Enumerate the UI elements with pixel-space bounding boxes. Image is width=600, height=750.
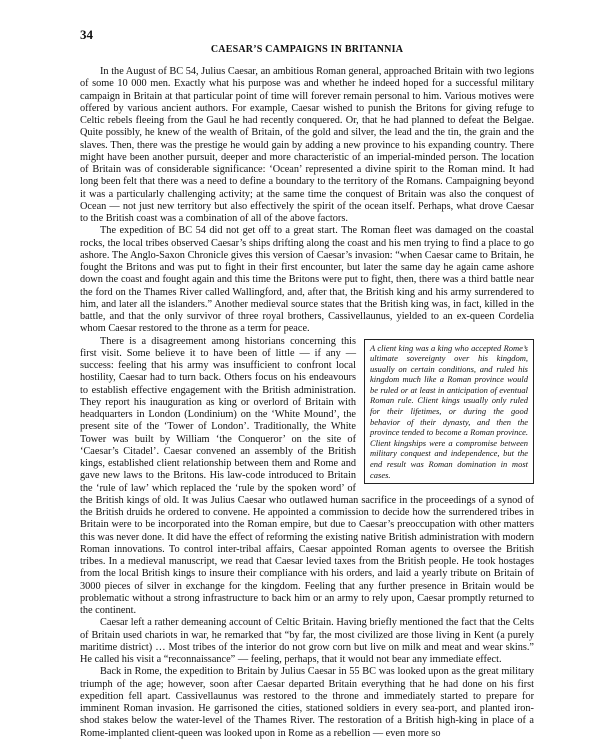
body-text [80, 66, 534, 740]
sidebar-note-box: A client king was a king who accepted Rome’s ultimate sovereignty over his kingdom, usually on certain conditions, and ruled his kingdom much like a Roman province would be ruled or at least in anticipation of eventual Roman rule. Client kings usually only ruled for their lifetimes, or during the good behavior of their dynasty, and then the province tended to become a Roman province. Client kingships were a compromise between military conquest and independence, but the end result was Roman domination in most cases. [364, 339, 534, 485]
page-number: 34 [80, 27, 93, 42]
paragraph: There is a disagreement among historians concerning this first visit. Some believe it to have been of little — if any — success: feeling that his army was insufficient to confront local hostility, Caesar had to turn back. Others focus on his endeavours to establish effective engagement with the British administration. They report his inauguration as king or overlord of Britain with headquarters in London (Londinium) on the ‘White Mound’, the present site of the ‘Tower of London’. Traditionally, the White Tower was built by William ‘the Conqueror’ on the site of ‘Caesar’s Citadel’. Caesar convened an assembly of the British kings, established client relationship between them and Rome and gave new laws to the Britons. His law-code introduced to Britain the ‘rule of law’ which replaced the ‘rule by the spoken word’ of the British kings of old. It was Julius Caesar who outlawed human sacrifice in the proceedings of a synod of the British druids he ordered to convene. He appointed a commission to decide how the surrendered tribes in Britain were to be incorporated into the Roman empire, but due to Caesar’s preoccupation with other matters this was never done. It did have the effect of reforming the existing native British administration with modern Roman innovations. To control inter-tribal affairs, Caesar appointed Roman agents to oversee the British tribes. In a medieval manuscript, we read that Caesar levied taxes from the British people. He took hostages from the local British kings to insure their compliance with his orders, and laid a yearly tribute on Britain of 3000 pieces of silver in exchange for the kingdom. Feeling that any further presence in Britain would be problematic without a strong infrastructure to back him or an army to rely upon, Caesar promptly returned to the continent. [80, 335, 534, 616]
paragraph: Caesar left a rather demeaning account of Celtic Britain. Having briefly mentioned the fact that the Celts of Britain used chariots in war, he remarked that “by far, the most civilized are those living in Kent (a purely maritime district) … Most tribes of the interior do not grow corn but live on milk and meat and wear skins.” He called his visit a “reconnaissance” — feeling, perhaps, that it would not bear any immediate effect. [80, 617, 534, 665]
paragraph: The expedition of BC 54 did not get off to a great start. The Roman fleet was damaged on the coastal rocks, the local tribes observed Caesar’s ships drifting along the coast and his men trying to find a place to go ashore. The Anglo-Saxon Chronicle gives this version of Caesar’s invasion: “when Caesar came to Britain, he fought the Britons and was put to fight in their first encounter, but later the same day he again came ashore down the coast and fought again and this time the Britons were put to fight, then, there was a third battle near the ford on the Thames River called Wallingford, and, after that, the British king and his army surrendered to him, and later all the islanders.” Another medieval source states that the British king was, in fact, killed in the battle, and that the only survivor of three royal brothers, Cassivellaunus, yielded to an ex-queen Cordelia whom Caesar restored to the throne as a term for peace. [80, 225, 534, 335]
paragraph: Back in Rome, the expedition to Britain by Julius Caesar in 55 BC was looked upon as the great military triumph of the age; however, soon after Caesar departed Britain everything that he had done on his first expedition fell apart. Cassivellaunus was restored to the throne and immediately started to prepare for imminent Roman invasion. He garrisoned the cities, stationed soldiers in every sea-port, and planted iron-shod stakes below the water-level of the Thames River. The restoration of a British high-king in place of a Rome-implanted client-queen was looked upon in Rome as a rebellion — even more so [80, 666, 534, 739]
paragraph: In the August of BC 54, Julius Caesar, an ambitious Roman general, approached Britain with two legions of some 10 000 men. Exactly what his purpose was and whether he indeed hoped for a successful military campaign in Britain at that particular point of time will forever remain personal to him. Various motives were offered by various ancient authors. For example, Caesar wished to punish the Britons for giving refuge to Celtic rebels fleeing from the Gaul he had recently conquered. Or, that he had planned to defeat the Belgae. Quite possibly, he knew of the wealth of Britain, of the gold and silver, the lead and the tin, the grain and the slaves. Then, there was the prestige he would gain by adding a new province to his expanding country. There might have been another pursuit, deeper and more characteristic of an imperial-minded person. The location of Britain was of considerable significance: ‘Ocean’ represented a divine spirit to the Roman mind. It had long been felt that there was a need to define a boundary to the territory of the Romans. Campaigning beyond it was a particularly challenging activity; at the same time the conquest of Britain was also the conquest of Ocean — not just new territory but also effectively the spirit of the ocean itself. Perhaps, what drove Caesar to the British coast was a combination of all of the above factors. [80, 66, 534, 224]
chapter-title: CAESAR’S CAMPAIGNS IN BRITANNIA [210, 44, 404, 55]
